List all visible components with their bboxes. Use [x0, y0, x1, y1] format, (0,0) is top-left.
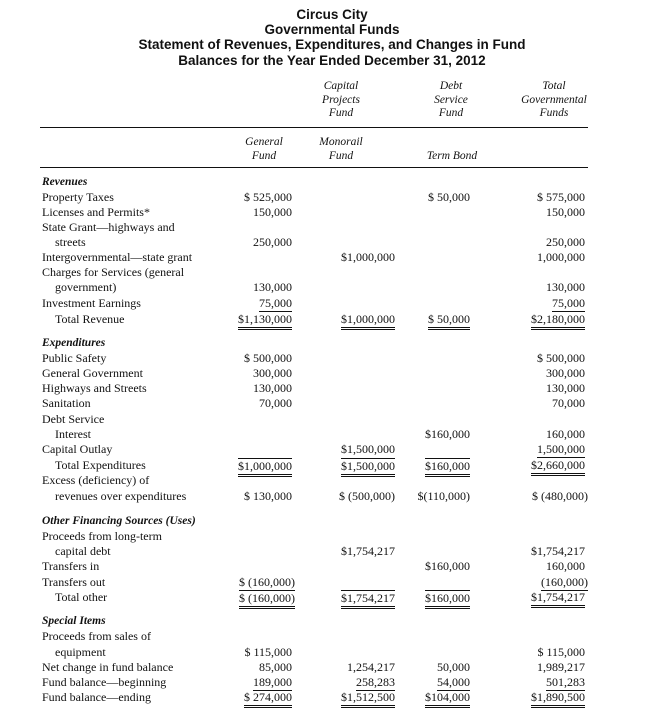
cell-general: $ 115,000: [244, 645, 292, 659]
table-row: [0, 559, 664, 574]
row-label: Proceeds from sales of: [42, 629, 151, 643]
section-expenditures: [0, 336, 664, 351]
cell-general: $ 274,000: [244, 690, 292, 708]
cell-general: 75,000: [259, 296, 292, 310]
table-row: [0, 396, 664, 411]
cell-general: $ (160,000): [239, 575, 295, 589]
cell-total: $ 500,000: [537, 351, 585, 365]
table-row: [0, 412, 664, 427]
table-row: [0, 442, 664, 457]
report-title-city: Circus City: [296, 7, 368, 22]
cell-debt: $104,000: [425, 690, 470, 708]
cell-debt: 54,000: [437, 675, 470, 689]
cell-debt: 50,000: [437, 660, 470, 674]
cell-monorail: $1,754,217: [341, 590, 395, 609]
report-title-funds: Governmental Funds: [264, 22, 400, 37]
table-row: [0, 250, 664, 265]
row-label: Highways and Streets: [42, 381, 147, 395]
cell-total: 75,000: [552, 296, 585, 310]
cell-monorail: $1,000,000: [341, 250, 395, 264]
cell-general: 130,000: [253, 381, 292, 395]
cell-debt: $160,000: [425, 590, 470, 609]
row-label: Total other: [55, 590, 108, 604]
cell-general: $ (160,000): [239, 590, 295, 609]
cell-total: (160,000): [541, 575, 588, 589]
header-capital-projects: Capital Projects Fund: [322, 80, 360, 119]
cell-total: 160,000: [546, 427, 585, 441]
header-total-governmental: Total Governmental Funds: [521, 80, 587, 119]
row-label: streets: [55, 235, 86, 249]
table-row: [0, 629, 664, 644]
row-label: revenues over expenditures: [55, 489, 187, 503]
table-row-total: [0, 312, 664, 327]
report-title-period: Balances for the Year Ended December 31, 2012: [178, 53, 486, 68]
cell-general: $ 130,000: [244, 489, 292, 503]
cell-total: 501,283: [546, 675, 585, 689]
cell-total: 70,000: [552, 396, 585, 410]
row-label: Investment Earnings: [42, 296, 141, 310]
cell-total: 300,000: [546, 366, 585, 380]
table-row: [0, 235, 664, 250]
table-row: [0, 220, 664, 235]
row-label: Public Safety: [42, 351, 107, 365]
table-row: [0, 296, 664, 311]
header-monorail-fund: Monorail Fund: [319, 136, 363, 162]
cell-total: $2,180,000: [531, 312, 585, 330]
cell-general: $1,130,000: [238, 312, 292, 330]
cell-debt: $160,000: [425, 458, 470, 477]
row-label: State Grant—highways and: [42, 220, 175, 234]
table-row: [0, 205, 664, 220]
table-row: [0, 427, 664, 442]
row-label: Property Taxes: [42, 190, 114, 204]
cell-total: $ 575,000: [537, 190, 585, 204]
section-label: Expenditures: [42, 337, 106, 349]
table-row: [0, 473, 664, 488]
section-label: Revenues: [42, 176, 88, 188]
cell-monorail: $ (500,000): [339, 489, 395, 503]
cell-monorail: $1,754,217: [341, 544, 395, 558]
row-label: Intergovernmental—state grant: [42, 250, 193, 264]
cell-general: 130,000: [253, 280, 292, 294]
report-title-statement: Statement of Revenues, Expenditures, and Changes in Fund: [138, 37, 526, 52]
cell-general: $ 500,000: [244, 351, 292, 365]
row-label: Total Revenue: [55, 312, 125, 326]
cell-debt: $160,000: [425, 559, 470, 573]
table-row: [0, 265, 664, 280]
row-label: Proceeds from long-term: [42, 529, 162, 543]
cell-total: $1,754,217: [531, 544, 585, 558]
table-row-total: [0, 590, 664, 605]
cell-general: 150,000: [253, 205, 292, 219]
cell-total: $ 115,000: [537, 645, 585, 659]
section-label: Other Financing Sources (Uses): [42, 515, 196, 527]
table-row: [0, 529, 664, 544]
table-row: [0, 351, 664, 366]
table-row: [0, 544, 664, 559]
row-label: Transfers in: [42, 559, 100, 573]
table-row: [0, 645, 664, 660]
table-row-total: [0, 690, 664, 705]
section-revenues: [0, 175, 664, 190]
row-label: Fund balance—ending: [42, 690, 151, 704]
cell-total: 160,000: [546, 559, 585, 573]
row-label: Fund balance—beginning: [42, 675, 167, 689]
header-bottom-rule: [40, 167, 588, 168]
cell-total: 150,000: [546, 205, 585, 219]
cell-total: 1,500,000: [537, 442, 585, 456]
cell-total: 250,000: [546, 235, 585, 249]
cell-total: $1,754,217: [531, 590, 585, 608]
row-label: Capital Outlay: [42, 442, 113, 456]
row-label: Net change in fund balance: [42, 660, 174, 674]
cell-total: $ (480,000): [532, 489, 588, 503]
table-row: [0, 489, 664, 504]
row-label: Transfers out: [42, 575, 106, 589]
cell-total: 1,000,000: [537, 250, 585, 264]
cell-general: 250,000: [253, 235, 292, 249]
row-label: Interest: [55, 427, 91, 441]
row-label: capital debt: [55, 544, 111, 558]
table-row: [0, 675, 664, 690]
table-row: [0, 366, 664, 381]
cell-monorail: $1,512,500: [341, 690, 395, 708]
table-row: [0, 190, 664, 205]
cell-total: 130,000: [546, 280, 585, 294]
table-row: [0, 381, 664, 396]
row-label: Total Expenditures: [55, 458, 146, 472]
cell-total: $2,660,000: [531, 458, 585, 476]
row-label: Sanitation: [42, 396, 91, 410]
header-general-fund: General Fund: [245, 136, 283, 162]
cell-total: 130,000: [546, 381, 585, 395]
cell-total: $1,890,500: [531, 690, 585, 708]
table-row: [0, 660, 664, 675]
cell-total: 1,989,217: [537, 660, 585, 674]
cell-general: 70,000: [259, 396, 292, 410]
cell-general: 85,000: [259, 660, 292, 674]
cell-monorail: $1,500,000: [341, 458, 395, 477]
section-special-items: [0, 614, 664, 629]
section-label: Special Items: [42, 615, 106, 627]
row-label: Debt Service: [42, 412, 105, 426]
table-row-total: [0, 458, 664, 473]
header-divider: [40, 127, 588, 128]
row-label: General Government: [42, 366, 143, 380]
table-row: [0, 575, 664, 590]
cell-general: $ 525,000: [244, 190, 292, 204]
cell-debt: $160,000: [425, 427, 470, 441]
cell-debt: $ 50,000: [428, 190, 470, 204]
cell-monorail: 1,254,217: [347, 660, 395, 674]
cell-debt: $(110,000): [417, 489, 470, 503]
cell-general: 300,000: [253, 366, 292, 380]
table-row: [0, 280, 664, 295]
row-label: Excess (deficiency) of: [42, 473, 150, 487]
cell-monorail: 258,283: [356, 675, 395, 689]
cell-general: $1,000,000: [238, 458, 292, 477]
header-debt-service: Debt Service Fund: [434, 80, 468, 119]
cell-monorail: $1,000,000: [341, 312, 395, 330]
cell-general: 189,000: [253, 675, 292, 689]
row-label: equipment: [55, 645, 106, 659]
header-term-bond: Term Bond: [426, 150, 478, 162]
row-label: Licenses and Permits*: [42, 205, 150, 219]
row-label: Charges for Services (general: [42, 265, 185, 279]
cell-monorail: $1,500,000: [341, 442, 395, 456]
section-other-financing: [0, 514, 664, 529]
row-label: government): [55, 280, 117, 294]
cell-debt: $ 50,000: [428, 312, 470, 330]
